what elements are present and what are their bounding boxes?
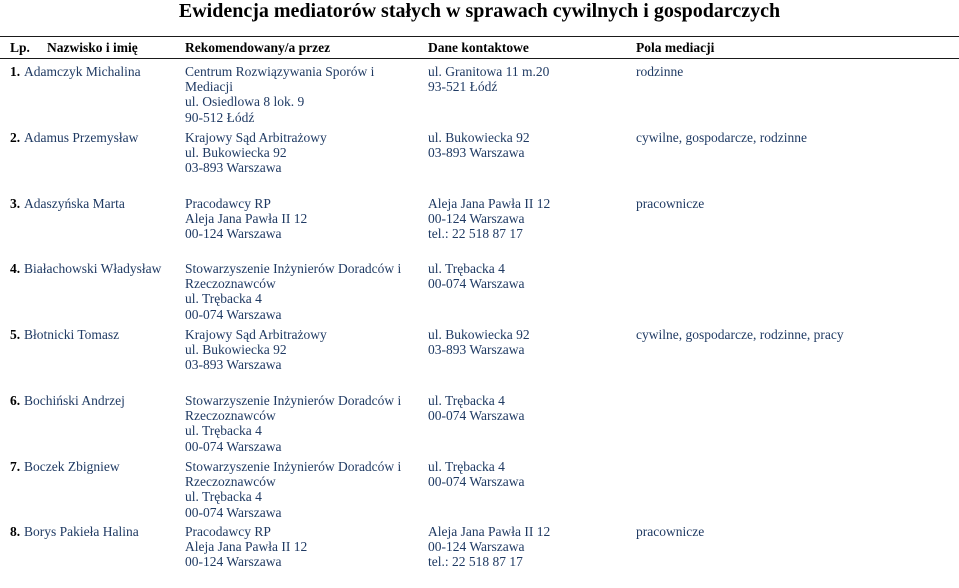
- row-number: 8.: [10, 524, 21, 539]
- contact-line: Aleja Jana Pawła II 12: [428, 524, 551, 539]
- recommended-by-line: ul. Trębacka 4: [185, 291, 262, 307]
- contact-line: 00-074 Warszawa: [428, 474, 525, 490]
- contact-line: ul. Trębacka 4: [428, 393, 505, 408]
- recommended-by-line: 03-893 Warszawa: [185, 160, 282, 176]
- recommended-by-line: Pracodawcy RP: [185, 524, 271, 539]
- recommended-by-line: Pracodawcy RP: [185, 196, 271, 211]
- recommended-by-line: ul. Trębacka 4: [185, 489, 262, 505]
- header-bottom-border: [0, 58, 959, 59]
- recommended-by-line: ul. Osiedlowa 8 lok. 9: [185, 94, 305, 110]
- column-header-recommended-by: Rekomendowany/a przez: [185, 40, 331, 55]
- row-number: 7.: [10, 459, 21, 474]
- row-number: 1.: [10, 64, 21, 79]
- recommended-by-line: 03-893 Warszawa: [185, 357, 282, 373]
- contact-line: ul. Bukowiecka 92: [428, 327, 530, 342]
- recommended-by-line: Krajowy Sąd Arbitrażowy: [185, 327, 327, 342]
- table-top-border: [0, 36, 959, 37]
- column-header-areas: Pola mediacji: [636, 40, 715, 55]
- contact-line: Aleja Jana Pawła II 12: [428, 196, 551, 211]
- row-number: 5.: [10, 327, 21, 342]
- mediator-name: Białachowski Władysław: [24, 261, 162, 276]
- mediator-name: Adaszyńska Marta: [24, 196, 125, 211]
- contact-line: 00-124 Warszawa: [428, 539, 525, 555]
- recommended-by-line: Stowarzyszenie Inżynierów Doradców i: [185, 459, 402, 474]
- recommended-by-line: ul. Bukowiecka 92: [185, 342, 287, 358]
- recommended-by-line: Rzeczoznawców: [185, 276, 276, 292]
- row-number: 2.: [10, 130, 21, 145]
- column-header-name: Nazwisko i imię: [47, 40, 138, 55]
- contact-line: tel.: 22 518 87 17: [428, 226, 523, 242]
- recommended-by-line: Aleja Jana Pawła II 12: [185, 539, 308, 555]
- column-header-contact: Dane kontaktowe: [428, 40, 529, 55]
- recommended-by-line: ul. Trębacka 4: [185, 423, 262, 439]
- contact-line: ul. Bukowiecka 92: [428, 130, 530, 145]
- mediator-name: Borys Pakieła Halina: [24, 524, 139, 539]
- recommended-by-line: Centrum Rozwiązywania Sporów i: [185, 64, 375, 79]
- recommended-by-line: 00-074 Warszawa: [185, 306, 282, 322]
- contact-line: 93-521 Łódź: [428, 79, 498, 95]
- recommended-by-line: Stowarzyszenie Inżynierów Doradców i: [185, 393, 402, 408]
- contact-line: 00-074 Warszawa: [428, 276, 525, 292]
- mediator-name: Adamczyk Michalina: [24, 64, 141, 79]
- contact-line: 00-124 Warszawa: [428, 211, 525, 227]
- mediator-name: Adamus Przemysław: [24, 130, 139, 145]
- contact-line: ul. Trębacka 4: [428, 261, 505, 276]
- recommended-by-line: Mediacji: [185, 79, 233, 95]
- recommended-by-line: Rzeczoznawców: [185, 408, 276, 424]
- page-title: Ewidencja mediatorów stałych w sprawach cywilnych i gospodarczych: [178, 0, 781, 22]
- recommended-by-line: Krajowy Sąd Arbitrażowy: [185, 130, 327, 145]
- mediation-areas: pracownicze: [636, 196, 705, 211]
- recommended-by-line: Aleja Jana Pawła II 12: [185, 211, 308, 227]
- contact-line: 03-893 Warszawa: [428, 145, 525, 161]
- recommended-by-line: ul. Bukowiecka 92: [185, 145, 287, 161]
- contact-line: ul. Granitowa 11 m.20: [428, 64, 550, 79]
- mediation-areas: rodzinne: [636, 64, 684, 79]
- column-header-lp: Lp.: [10, 40, 30, 55]
- recommended-by-line: 90-512 Łódź: [185, 109, 255, 125]
- recommended-by-line: 00-124 Warszawa: [185, 554, 282, 570]
- recommended-by-line: 00-074 Warszawa: [185, 504, 282, 520]
- mediator-name: Błotnicki Tomasz: [24, 327, 120, 342]
- row-number: 6.: [10, 393, 21, 408]
- contact-line: 03-893 Warszawa: [428, 342, 525, 358]
- row-number: 4.: [10, 261, 21, 276]
- contact-line: ul. Trębacka 4: [428, 459, 505, 474]
- contact-line: tel.: 22 518 87 17: [428, 554, 523, 570]
- recommended-by-line: Rzeczoznawców: [185, 474, 276, 490]
- recommended-by-line: 00-074 Warszawa: [185, 438, 282, 454]
- mediator-name: Boczek Zbigniew: [24, 459, 120, 474]
- mediation-areas: cywilne, gospodarcze, rodzinne: [636, 130, 807, 145]
- mediation-areas: pracownicze: [636, 524, 705, 539]
- mediator-name: Bochiński Andrzej: [24, 393, 125, 408]
- mediation-areas: cywilne, gospodarcze, rodzinne, pracy: [636, 327, 844, 342]
- recommended-by-line: Stowarzyszenie Inżynierów Doradców i: [185, 261, 402, 276]
- recommended-by-line: 00-124 Warszawa: [185, 226, 282, 242]
- row-number: 3.: [10, 196, 21, 211]
- contact-line: 00-074 Warszawa: [428, 408, 525, 424]
